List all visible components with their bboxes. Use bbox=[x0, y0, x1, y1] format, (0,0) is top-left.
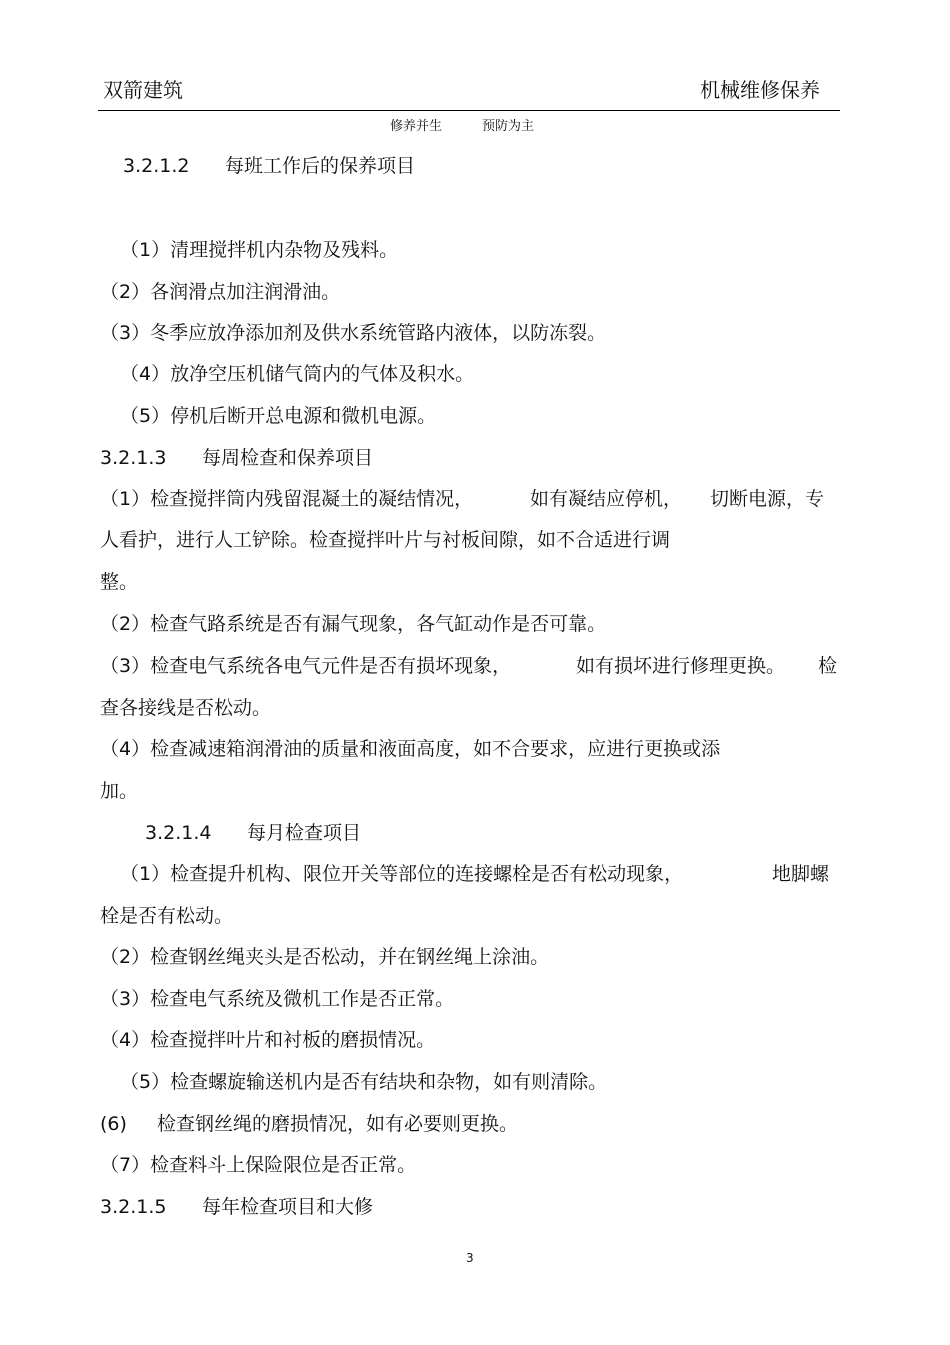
daily-item-5: （5）停机后断开总电源和微机电源。 bbox=[120, 405, 437, 427]
header-right: 机械维修保养 bbox=[700, 78, 820, 102]
weekly-item-3-part-b: 如有损坏进行修理更换。 bbox=[576, 655, 786, 677]
monthly-item-1-part-a: （1）检查提升机构、限位开关等部位的连接螺栓是否有松动现象， bbox=[120, 863, 684, 885]
weekly-item-4-part-a: （4）检查减速箱润滑油的质量和液面高度，如不合要求，应进行更换或添 bbox=[100, 738, 721, 760]
monthly-item-4: （4）检查搅拌叶片和衬板的磨损情况。 bbox=[100, 1029, 436, 1051]
monthly-item-1-part-c: 栓是否有松动。 bbox=[100, 905, 234, 927]
monthly-item-5: （5）检查螺旋输送机内是否有结块和杂物，如有则清除。 bbox=[120, 1071, 608, 1093]
weekly-item-3-part-d: 查各接线是否松动。 bbox=[100, 697, 272, 719]
monthly-item-2: （2）检查钢丝绳夹头是否松动，并在钢丝绳上涂油。 bbox=[100, 946, 550, 968]
weekly-item-1-part-a: （1）检查搅拌筒内残留混凝土的凝结情况， bbox=[100, 488, 474, 510]
daily-item-4: （4）放净空压机储气筒内的气体及积水。 bbox=[120, 363, 475, 385]
section-3212-number: 3.2.1.2 bbox=[123, 155, 190, 177]
monthly-item-6-text: 检查钢丝绳的磨损情况，如有必要则更换。 bbox=[157, 1113, 519, 1135]
weekly-item-3-part-a: （3）检查电气系统各电气元件是否有损坏现象， bbox=[100, 655, 512, 677]
section-3215-number: 3.2.1.5 bbox=[100, 1196, 167, 1218]
weekly-item-2: （2）检查气路系统是否有漏气现象，各气缸动作是否可靠。 bbox=[100, 613, 607, 635]
header-left: 双箭建筑 bbox=[103, 78, 183, 102]
daily-item-1: （1）清理搅拌机内杂物及残料。 bbox=[120, 239, 399, 261]
section-3213-title: 每周检查和保养项目 bbox=[202, 447, 374, 469]
weekly-item-1-part-b: 如有凝结应停机， bbox=[530, 488, 683, 510]
weekly-item-1-part-c: 切断电源，专 bbox=[710, 488, 825, 510]
weekly-item-1-part-d: 人看护，进行人工铲除。检查搅拌叶片与衬板间隙，如不合适进行调 bbox=[100, 529, 671, 551]
weekly-item-3-part-c: 检 bbox=[818, 655, 838, 677]
daily-item-2: （2）各润滑点加注润滑油。 bbox=[100, 281, 341, 303]
monthly-item-6-number: (6) bbox=[100, 1113, 127, 1135]
weekly-item-4-part-b: 加。 bbox=[100, 780, 139, 802]
monthly-item-1-part-b: 地脚螺 bbox=[772, 863, 830, 885]
monthly-item-3: （3）检查电气系统及微机工作是否正常。 bbox=[100, 988, 455, 1010]
page-number: 3 bbox=[466, 1251, 474, 1265]
section-3214-number: 3.2.1.4 bbox=[145, 822, 212, 844]
monthly-item-7: （7）检查料斗上保险限位是否正常。 bbox=[100, 1154, 417, 1176]
motto-1: 修养并生 bbox=[390, 119, 443, 134]
weekly-item-1-part-e: 整。 bbox=[100, 571, 139, 593]
daily-item-3: （3）冬季应放净添加剂及供水系统管路内液体，以防冻裂。 bbox=[100, 322, 607, 344]
motto-2: 预防为主 bbox=[482, 119, 535, 134]
section-3212-title: 每班工作后的保养项目 bbox=[225, 155, 416, 177]
header-rule bbox=[98, 110, 840, 111]
section-3214-title: 每月检查项目 bbox=[247, 822, 362, 844]
section-3213-number: 3.2.1.3 bbox=[100, 447, 167, 469]
section-3215-title: 每年检查项目和大修 bbox=[202, 1196, 374, 1218]
